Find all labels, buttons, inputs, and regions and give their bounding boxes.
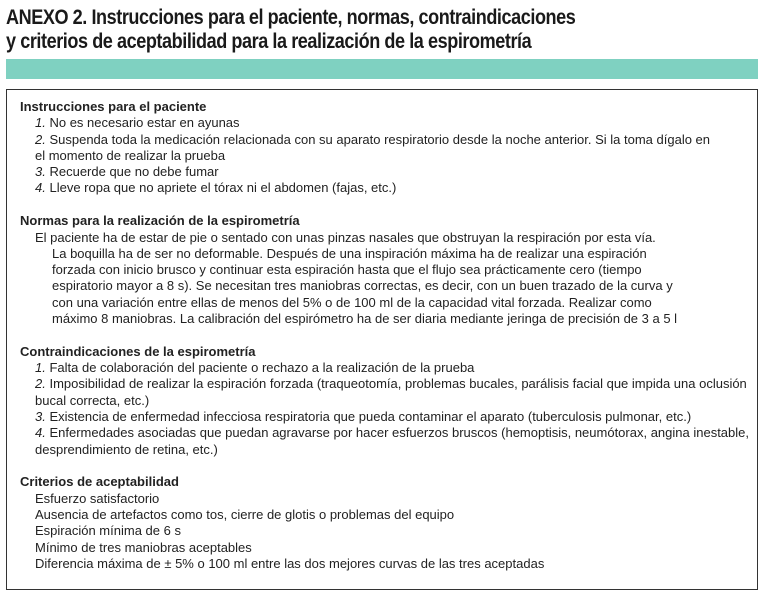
list-item — [20, 180, 755, 196]
list-item — [20, 164, 755, 180]
item-number: 2. — [35, 376, 46, 392]
section-heading: Normas para la realización de la espirometría — [20, 213, 300, 229]
section-criterios — [20, 474, 755, 572]
content-body — [20, 99, 755, 572]
item-number: 4. — [35, 425, 46, 441]
accent-band — [6, 59, 758, 79]
item-number: 2. — [35, 131, 46, 147]
normas-body: La boquilla ha de ser no deformable. Después de una inspiración máxima ha de realizar una espiración forzada con inicio brusco y continuar esta espiración hasta que el flujo sea prácticamente cero (tiempo espiratorio mayor a 8 s). Se necesitan tres maniobras correctas, es decir, con un buen trazado de la curva y con una variación entre ellas de menos del 5% o de 100 ml de la capacidad vital forzada. Realizar como máximo 8 maniobras. La calibración del espirómetro ha de ser diaria mediante jeringa de precisión de 3 a 5 l — [52, 245, 678, 327]
list-item: Diferencia máxima de ± 5% o 100 ml entre las dos mejores curvas de las tres aceptadas — [35, 555, 545, 571]
item-text: Recuerde que no debe fumar — [49, 164, 219, 180]
item-number: 1. — [35, 115, 46, 131]
list-item: Esfuerzo satisfactorio — [35, 490, 160, 506]
list-item — [20, 360, 755, 376]
item-number: 3. — [35, 164, 46, 180]
item-text: Falta de colaboración del paciente o rechazo a la realización de la prueba — [49, 360, 475, 376]
section-heading: Instrucciones para el paciente — [20, 99, 207, 114]
list-item — [20, 132, 755, 165]
item-number: 4. — [35, 180, 46, 196]
list-item — [20, 376, 755, 409]
content-box — [6, 89, 758, 590]
section-instrucciones — [20, 99, 755, 197]
list-item: Mínimo de tres maniobras aceptables — [35, 539, 252, 555]
item-text: Imposibilidad de realizar la espiración forzada (traqueotomía, problemas bucales, parálisis facial que impida una oclusión bucal correcta, etc.) — [35, 376, 747, 408]
section-heading: Criterios de aceptabilidad — [20, 474, 179, 490]
list-item — [20, 425, 755, 458]
list-item — [20, 115, 755, 131]
section-normas — [20, 213, 755, 327]
item-text: Lleve ropa que no apriete el tórax ni el abdomen (fajas, etc.) — [49, 180, 397, 196]
normas-intro: El paciente ha de estar de pie o sentado con unas pinzas nasales que obstruyan la respiración por esta vía. — [35, 229, 656, 245]
item-number: 1. — [35, 360, 46, 376]
list-item: Espiración mínima de 6 s — [35, 523, 181, 539]
list-item — [20, 409, 755, 425]
title-line-2: y criterios de aceptabilidad para la realización de la espirometría — [6, 30, 532, 53]
page-title — [6, 6, 653, 54]
item-text: Suspenda toda la medicación relacionada con su aparato respiratorio desde la noche anterior. Si la toma dígalo en el momento de realizar la prueba — [35, 131, 711, 163]
item-text: Existencia de enfermedad infecciosa respiratoria que pueda contaminar el aparato (tuberculosis pulmonar, etc.) — [49, 409, 692, 425]
list-item: Ausencia de artefactos como tos, cierre de glotis o problemas del equipo — [35, 507, 455, 523]
item-text: Enfermedades asociadas que puedan agravarse por hacer esfuerzos bruscos (hemoptisis, neumótorax, angina inestable, desprendimiento de retina, etc.) — [35, 425, 749, 457]
item-text: No es necesario estar en ayunas — [49, 115, 240, 131]
item-number: 3. — [35, 409, 46, 425]
title-line-1: ANEXO 2. Instrucciones para el paciente, normas, contraindicaciones — [6, 6, 576, 29]
section-heading: Contraindicaciones de la espirometría — [20, 343, 256, 359]
section-contraindicaciones — [20, 344, 755, 458]
